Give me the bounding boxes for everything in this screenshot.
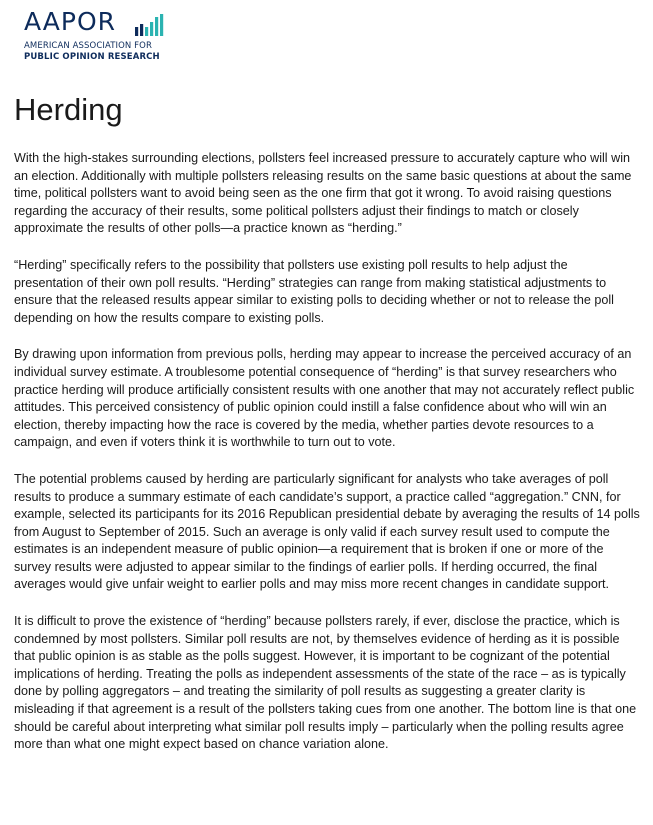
paragraph: It is difficult to prove the existence of “herding” because pollsters rarely, if ever, disclose the practice, which is condemned by most pollsters. Similar poll results are not, by themselves evidence of herding as it is possible that public opinion is as stable as the polls suggest. However, it is important to be cognizant of the potential implications of herding. Treating the polls as independent assessments of the state of the race – as is typically done by polling aggregators – and treating the similarity of poll results as suggesting a greater clarity is misleading if that agreement is a result of the pollsters taking cues from one another. The bottom line is that one should be careful about interpreting what similar poll results imply – particularly when the polling results agree more than what one might expect based on chance variation alone. (14, 614, 637, 752)
logo-tagline-line-1: AMERICAN ASSOCIATION FOR (24, 41, 152, 51)
aapor-logo[interactable] (24, 8, 194, 64)
bar-chart-icon (135, 14, 175, 36)
paragraph: With the high-stakes surrounding elections, pollsters feel increased pressure to accurately capture who will win an election. Additionally with multiple pollsters releasing results on the same basic questions at about the same time, political pollsters want to avoid being seen as the one firm that got it wrong. To avoid raising questions regarding the accuracy of their results, some political pollsters adjust their findings to match or closely approximate the results of other polls—a practice known as “herding.” (14, 151, 632, 236)
logo-bar (135, 27, 138, 36)
logo-bar (150, 22, 153, 36)
logo-tagline-line-2: PUBLIC OPINION RESEARCH (24, 52, 160, 62)
logo-bar (155, 17, 158, 36)
paragraph: “Herding” specifically refers to the possibility that pollsters use existing poll results to help adjust the presentation of their own poll results. “Herding” strategies can range from making statistical adjustments to ensure that the released results appear similar to existing polls to deciding whether or not to release the poll depending on how the results compare to existing polls. (14, 257, 614, 325)
logo-bar (140, 24, 143, 36)
logo-bar (160, 14, 163, 36)
logo-wordmark: AAPOR (24, 7, 117, 36)
paragraph: The potential problems caused by herding are particularly significant for analysts who take averages of poll results to produce a summary estimate of each candidate’s support, a practice called “aggregation.” CNN, for example, selected its participants for its 2016 Republican presidential debate by averaging the results of 14 polls from August to September of 2015. Such an average is only valid if each survey result used to compute the estimates is an independent measure of public opinion—a requirement that is broken if one or more of the survey results were adjusted to appear similar to the findings of earlier polls. If herding occurred, the final averages would give unfair weight to earlier polls and may miss more recent changes in candidate support. (14, 471, 640, 592)
logo-bar (145, 27, 148, 36)
page-title: Herding (14, 92, 123, 127)
article-body (14, 150, 640, 773)
paragraph: By drawing upon information from previous polls, herding may appear to increase the perceived accuracy of an individual survey estimate. A troublesome potential consequence of “herding” is that survey researchers who practice herding will produce artificially consistent results with one another that may not accurately reflect public attitudes. This perceived consistency of public opinion could instill a false confidence about who will win an election, thereby impacting how the race is covered by the media, whether parties devote resources to a campaign, and even if voters think it is worthwhile to turn out to vote. (14, 347, 635, 450)
